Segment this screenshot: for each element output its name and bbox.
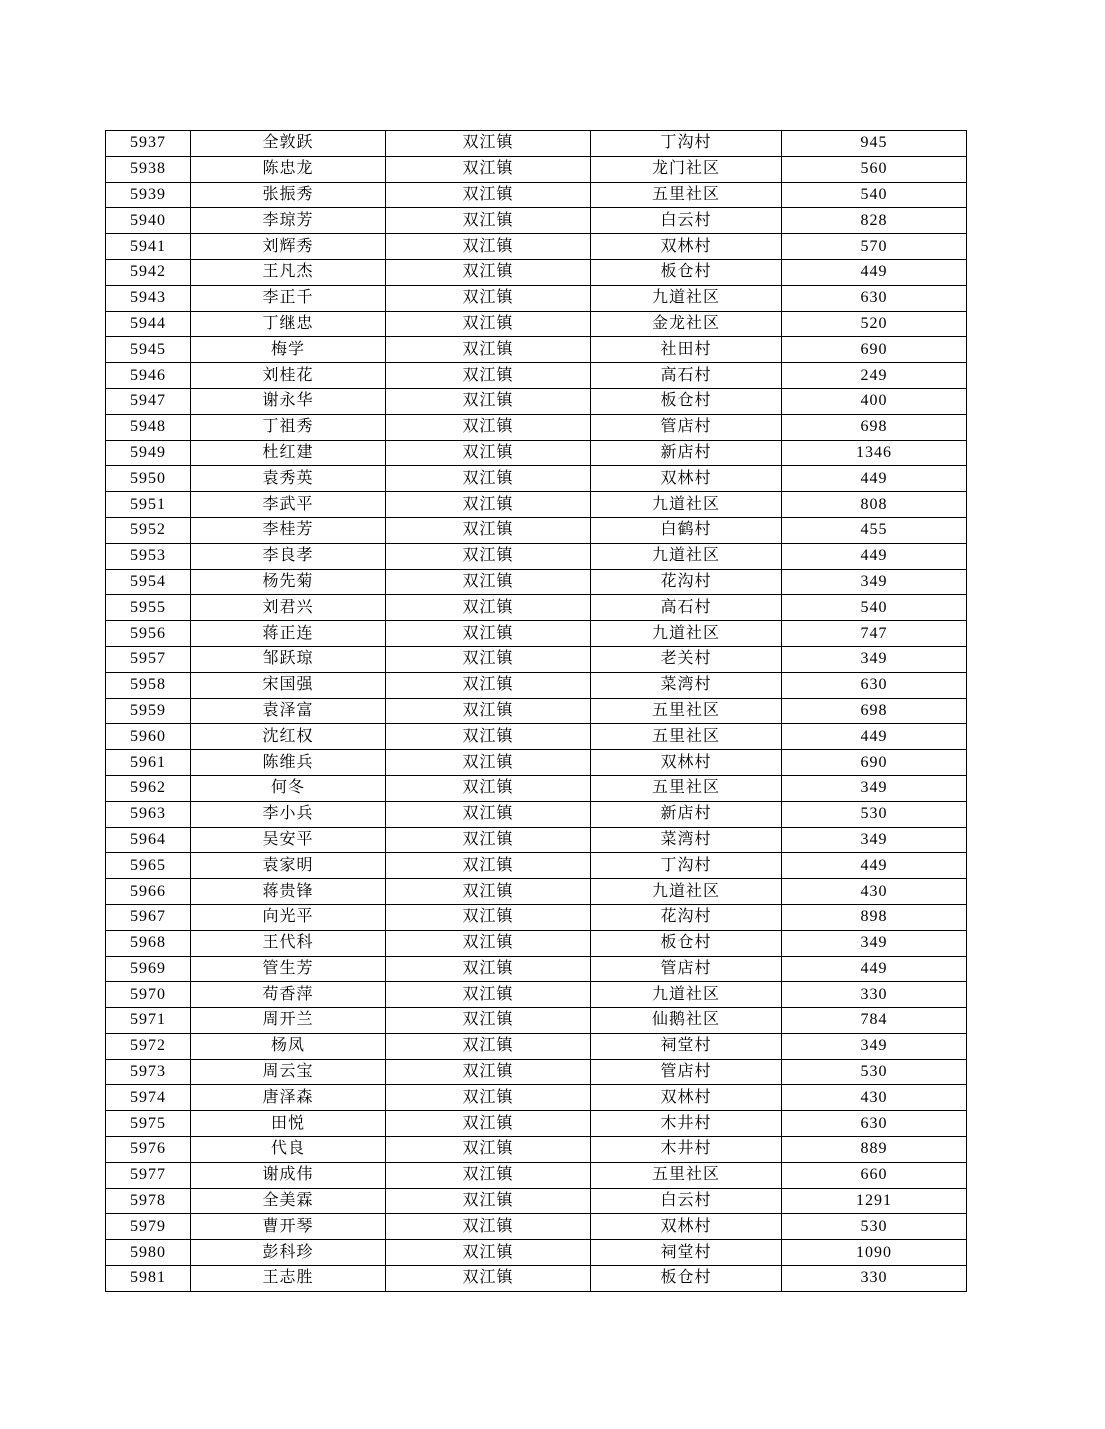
cell-town: 双江镇 (386, 1188, 591, 1214)
cell-village: 板仓村 (591, 1266, 782, 1292)
cell-amount: 349 (782, 775, 967, 801)
table-row (106, 1162, 967, 1188)
cell-village: 木井村 (591, 1137, 782, 1163)
cell-id: 5947 (106, 388, 191, 414)
cell-name: 李桂芳 (191, 517, 386, 543)
cell-name: 李正千 (191, 285, 386, 311)
cell-village: 高石村 (591, 595, 782, 621)
cell-id: 5976 (106, 1137, 191, 1163)
cell-village: 新店村 (591, 801, 782, 827)
cell-name: 袁家明 (191, 853, 386, 879)
cell-village: 丁沟村 (591, 131, 782, 157)
cell-village: 九道社区 (591, 982, 782, 1008)
cell-id: 5968 (106, 930, 191, 956)
table-row (106, 517, 967, 543)
cell-village: 双林村 (591, 750, 782, 776)
cell-name: 谢永华 (191, 388, 386, 414)
cell-town: 双江镇 (386, 440, 591, 466)
table-row (106, 1240, 967, 1266)
cell-town: 双江镇 (386, 827, 591, 853)
cell-name: 沈红权 (191, 724, 386, 750)
cell-amount: 530 (782, 801, 967, 827)
cell-id: 5941 (106, 234, 191, 260)
cell-village: 五里社区 (591, 775, 782, 801)
cell-name: 陈维兵 (191, 750, 386, 776)
cell-amount: 349 (782, 930, 967, 956)
table-row (106, 724, 967, 750)
table-row (106, 1188, 967, 1214)
cell-amount: 630 (782, 1111, 967, 1137)
cell-name: 代良 (191, 1137, 386, 1163)
table-row (106, 904, 967, 930)
cell-id: 5960 (106, 724, 191, 750)
cell-name: 杜红建 (191, 440, 386, 466)
table-row (106, 285, 967, 311)
cell-village: 菜湾村 (591, 672, 782, 698)
cell-name: 谢成伟 (191, 1162, 386, 1188)
cell-name: 蒋正连 (191, 621, 386, 647)
cell-town: 双江镇 (386, 414, 591, 440)
cell-town: 双江镇 (386, 982, 591, 1008)
table-row (106, 1033, 967, 1059)
table-row (106, 543, 967, 569)
cell-id: 5980 (106, 1240, 191, 1266)
cell-town: 双江镇 (386, 853, 591, 879)
cell-amount: 349 (782, 569, 967, 595)
cell-town: 双江镇 (386, 1240, 591, 1266)
table-row (106, 1059, 967, 1085)
cell-amount: 784 (782, 1008, 967, 1034)
cell-village: 仙鹅社区 (591, 1008, 782, 1034)
cell-town: 双江镇 (386, 672, 591, 698)
cell-amount: 747 (782, 621, 967, 647)
table-row (106, 259, 967, 285)
cell-amount: 690 (782, 750, 967, 776)
cell-id: 5957 (106, 646, 191, 672)
table-row (106, 131, 967, 157)
cell-id: 5956 (106, 621, 191, 647)
cell-village: 双林村 (591, 1214, 782, 1240)
cell-town: 双江镇 (386, 1214, 591, 1240)
cell-id: 5950 (106, 466, 191, 492)
cell-amount: 828 (782, 208, 967, 234)
cell-village: 管店村 (591, 414, 782, 440)
cell-name: 田悦 (191, 1111, 386, 1137)
table-row (106, 388, 967, 414)
cell-amount: 630 (782, 285, 967, 311)
cell-name: 陈忠龙 (191, 156, 386, 182)
cell-name: 周开兰 (191, 1008, 386, 1034)
table-row (106, 337, 967, 363)
cell-amount: 945 (782, 131, 967, 157)
cell-name: 袁泽富 (191, 698, 386, 724)
cell-id: 5977 (106, 1162, 191, 1188)
cell-town: 双江镇 (386, 259, 591, 285)
cell-village: 老关村 (591, 646, 782, 672)
cell-amount: 1090 (782, 1240, 967, 1266)
cell-village: 双林村 (591, 1085, 782, 1111)
cell-id: 5978 (106, 1188, 191, 1214)
cell-id: 5940 (106, 208, 191, 234)
cell-town: 双江镇 (386, 1266, 591, 1292)
roster-table (105, 130, 967, 1292)
table-row (106, 311, 967, 337)
table-row (106, 801, 967, 827)
cell-id: 5948 (106, 414, 191, 440)
cell-town: 双江镇 (386, 337, 591, 363)
cell-town: 双江镇 (386, 1059, 591, 1085)
table-row (106, 414, 967, 440)
cell-amount: 530 (782, 1059, 967, 1085)
cell-id: 5961 (106, 750, 191, 776)
cell-town: 双江镇 (386, 621, 591, 647)
table-row (106, 1266, 967, 1292)
cell-amount: 698 (782, 414, 967, 440)
cell-town: 双江镇 (386, 388, 591, 414)
cell-name: 彭科珍 (191, 1240, 386, 1266)
cell-village: 双林村 (591, 466, 782, 492)
cell-village: 九道社区 (591, 621, 782, 647)
cell-town: 双江镇 (386, 904, 591, 930)
cell-id: 5944 (106, 311, 191, 337)
cell-id: 5979 (106, 1214, 191, 1240)
cell-town: 双江镇 (386, 131, 591, 157)
cell-village: 九道社区 (591, 492, 782, 518)
cell-town: 双江镇 (386, 1008, 591, 1034)
cell-town: 双江镇 (386, 156, 591, 182)
cell-id: 5969 (106, 956, 191, 982)
cell-id: 5938 (106, 156, 191, 182)
cell-town: 双江镇 (386, 750, 591, 776)
cell-amount: 430 (782, 879, 967, 905)
table-row (106, 1137, 967, 1163)
cell-village: 菜湾村 (591, 827, 782, 853)
cell-amount: 520 (782, 311, 967, 337)
cell-town: 双江镇 (386, 1033, 591, 1059)
cell-town: 双江镇 (386, 1137, 591, 1163)
cell-name: 何冬 (191, 775, 386, 801)
cell-village: 金龙社区 (591, 311, 782, 337)
cell-amount: 455 (782, 517, 967, 543)
cell-village: 高石村 (591, 363, 782, 389)
cell-id: 5942 (106, 259, 191, 285)
cell-village: 龙门社区 (591, 156, 782, 182)
cell-town: 双江镇 (386, 956, 591, 982)
cell-amount: 560 (782, 156, 967, 182)
cell-village: 板仓村 (591, 930, 782, 956)
table-row (106, 440, 967, 466)
table-row (106, 466, 967, 492)
cell-id: 5952 (106, 517, 191, 543)
cell-name: 刘君兴 (191, 595, 386, 621)
cell-town: 双江镇 (386, 1111, 591, 1137)
cell-village: 木井村 (591, 1111, 782, 1137)
table-row (106, 492, 967, 518)
cell-town: 双江镇 (386, 698, 591, 724)
cell-id: 5939 (106, 182, 191, 208)
cell-village: 白云村 (591, 208, 782, 234)
cell-id: 5945 (106, 337, 191, 363)
cell-village: 白鹤村 (591, 517, 782, 543)
roster-table-body (106, 131, 967, 1292)
cell-id: 5970 (106, 982, 191, 1008)
cell-amount: 808 (782, 492, 967, 518)
cell-amount: 349 (782, 827, 967, 853)
cell-village: 九道社区 (591, 879, 782, 905)
cell-village: 祠堂村 (591, 1033, 782, 1059)
table-row (106, 208, 967, 234)
cell-name: 王志胜 (191, 1266, 386, 1292)
cell-amount: 1346 (782, 440, 967, 466)
cell-id: 5951 (106, 492, 191, 518)
cell-amount: 449 (782, 956, 967, 982)
cell-amount: 330 (782, 982, 967, 1008)
cell-name: 李良孝 (191, 543, 386, 569)
cell-amount: 1291 (782, 1188, 967, 1214)
cell-amount: 449 (782, 543, 967, 569)
cell-town: 双江镇 (386, 930, 591, 956)
table-row (106, 1008, 967, 1034)
cell-village: 新店村 (591, 440, 782, 466)
cell-id: 5972 (106, 1033, 191, 1059)
cell-name: 苟香萍 (191, 982, 386, 1008)
cell-town: 双江镇 (386, 285, 591, 311)
table-row (106, 569, 967, 595)
cell-name: 丁继忠 (191, 311, 386, 337)
cell-village: 花沟村 (591, 569, 782, 595)
cell-id: 5943 (106, 285, 191, 311)
table-row (106, 956, 967, 982)
cell-name: 丁祖秀 (191, 414, 386, 440)
cell-village: 五里社区 (591, 724, 782, 750)
table-row (106, 930, 967, 956)
cell-town: 双江镇 (386, 182, 591, 208)
cell-town: 双江镇 (386, 363, 591, 389)
cell-amount: 349 (782, 646, 967, 672)
cell-town: 双江镇 (386, 724, 591, 750)
cell-town: 双江镇 (386, 208, 591, 234)
table-row (106, 234, 967, 260)
cell-amount: 898 (782, 904, 967, 930)
cell-id: 5949 (106, 440, 191, 466)
table-row (106, 853, 967, 879)
cell-town: 双江镇 (386, 517, 591, 543)
cell-village: 五里社区 (591, 182, 782, 208)
cell-id: 5966 (106, 879, 191, 905)
table-row (106, 750, 967, 776)
cell-town: 双江镇 (386, 595, 591, 621)
cell-amount: 630 (782, 672, 967, 698)
cell-amount: 530 (782, 1214, 967, 1240)
cell-id: 5953 (106, 543, 191, 569)
cell-name: 曹开琴 (191, 1214, 386, 1240)
table-row (106, 698, 967, 724)
cell-town: 双江镇 (386, 466, 591, 492)
cell-id: 5958 (106, 672, 191, 698)
table-row (106, 827, 967, 853)
cell-name: 管生芳 (191, 956, 386, 982)
cell-village: 九道社区 (591, 285, 782, 311)
cell-id: 5937 (106, 131, 191, 157)
cell-id: 5964 (106, 827, 191, 853)
cell-id: 5974 (106, 1085, 191, 1111)
cell-town: 双江镇 (386, 569, 591, 595)
cell-id: 5967 (106, 904, 191, 930)
cell-village: 九道社区 (591, 543, 782, 569)
cell-name: 刘辉秀 (191, 234, 386, 260)
table-row (106, 672, 967, 698)
cell-town: 双江镇 (386, 1085, 591, 1111)
cell-amount: 698 (782, 698, 967, 724)
cell-amount: 889 (782, 1137, 967, 1163)
cell-name: 蒋贵锋 (191, 879, 386, 905)
cell-amount: 570 (782, 234, 967, 260)
cell-village: 社田村 (591, 337, 782, 363)
cell-amount: 540 (782, 595, 967, 621)
cell-amount: 449 (782, 853, 967, 879)
table-row (106, 1085, 967, 1111)
cell-village: 五里社区 (591, 698, 782, 724)
cell-name: 唐泽森 (191, 1085, 386, 1111)
cell-name: 向光平 (191, 904, 386, 930)
cell-name: 杨凤 (191, 1033, 386, 1059)
cell-name: 王代科 (191, 930, 386, 956)
cell-village: 管店村 (591, 956, 782, 982)
cell-name: 吴安平 (191, 827, 386, 853)
table-row (106, 646, 967, 672)
cell-town: 双江镇 (386, 311, 591, 337)
cell-village: 花沟村 (591, 904, 782, 930)
cell-village: 双林村 (591, 234, 782, 260)
cell-amount: 430 (782, 1085, 967, 1111)
cell-amount: 540 (782, 182, 967, 208)
cell-village: 祠堂村 (591, 1240, 782, 1266)
cell-id: 5973 (106, 1059, 191, 1085)
cell-id: 5962 (106, 775, 191, 801)
cell-amount: 349 (782, 1033, 967, 1059)
cell-village: 板仓村 (591, 388, 782, 414)
cell-village: 五里社区 (591, 1162, 782, 1188)
cell-id: 5955 (106, 595, 191, 621)
cell-amount: 400 (782, 388, 967, 414)
cell-town: 双江镇 (386, 879, 591, 905)
cell-name: 李琼芳 (191, 208, 386, 234)
cell-id: 5975 (106, 1111, 191, 1137)
cell-name: 宋国强 (191, 672, 386, 698)
cell-town: 双江镇 (386, 775, 591, 801)
cell-amount: 249 (782, 363, 967, 389)
cell-name: 张振秀 (191, 182, 386, 208)
cell-town: 双江镇 (386, 646, 591, 672)
table-row (106, 156, 967, 182)
cell-town: 双江镇 (386, 801, 591, 827)
cell-amount: 449 (782, 724, 967, 750)
cell-name: 全敦跃 (191, 131, 386, 157)
cell-amount: 449 (782, 466, 967, 492)
cell-town: 双江镇 (386, 543, 591, 569)
cell-village: 白云村 (591, 1188, 782, 1214)
table-row (106, 1214, 967, 1240)
cell-id: 5946 (106, 363, 191, 389)
table-row (106, 1111, 967, 1137)
cell-id: 5981 (106, 1266, 191, 1292)
cell-village: 管店村 (591, 1059, 782, 1085)
table-row (106, 182, 967, 208)
cell-name: 周云宝 (191, 1059, 386, 1085)
cell-village: 丁沟村 (591, 853, 782, 879)
table-row (106, 621, 967, 647)
cell-village: 板仓村 (591, 259, 782, 285)
cell-name: 邹跃琼 (191, 646, 386, 672)
cell-town: 双江镇 (386, 1162, 591, 1188)
table-row (106, 982, 967, 1008)
cell-id: 5971 (106, 1008, 191, 1034)
cell-name: 李小兵 (191, 801, 386, 827)
cell-town: 双江镇 (386, 492, 591, 518)
table-row (106, 879, 967, 905)
cell-amount: 449 (782, 259, 967, 285)
table-row (106, 775, 967, 801)
cell-amount: 660 (782, 1162, 967, 1188)
cell-id: 5954 (106, 569, 191, 595)
cell-id: 5965 (106, 853, 191, 879)
cell-name: 刘桂花 (191, 363, 386, 389)
table-row (106, 595, 967, 621)
cell-name: 全美霖 (191, 1188, 386, 1214)
cell-name: 李武平 (191, 492, 386, 518)
cell-name: 梅学 (191, 337, 386, 363)
cell-name: 杨先菊 (191, 569, 386, 595)
cell-name: 王凡杰 (191, 259, 386, 285)
cell-id: 5963 (106, 801, 191, 827)
cell-name: 袁秀英 (191, 466, 386, 492)
cell-id: 5959 (106, 698, 191, 724)
table-row (106, 363, 967, 389)
cell-amount: 330 (782, 1266, 967, 1292)
cell-amount: 690 (782, 337, 967, 363)
cell-town: 双江镇 (386, 234, 591, 260)
